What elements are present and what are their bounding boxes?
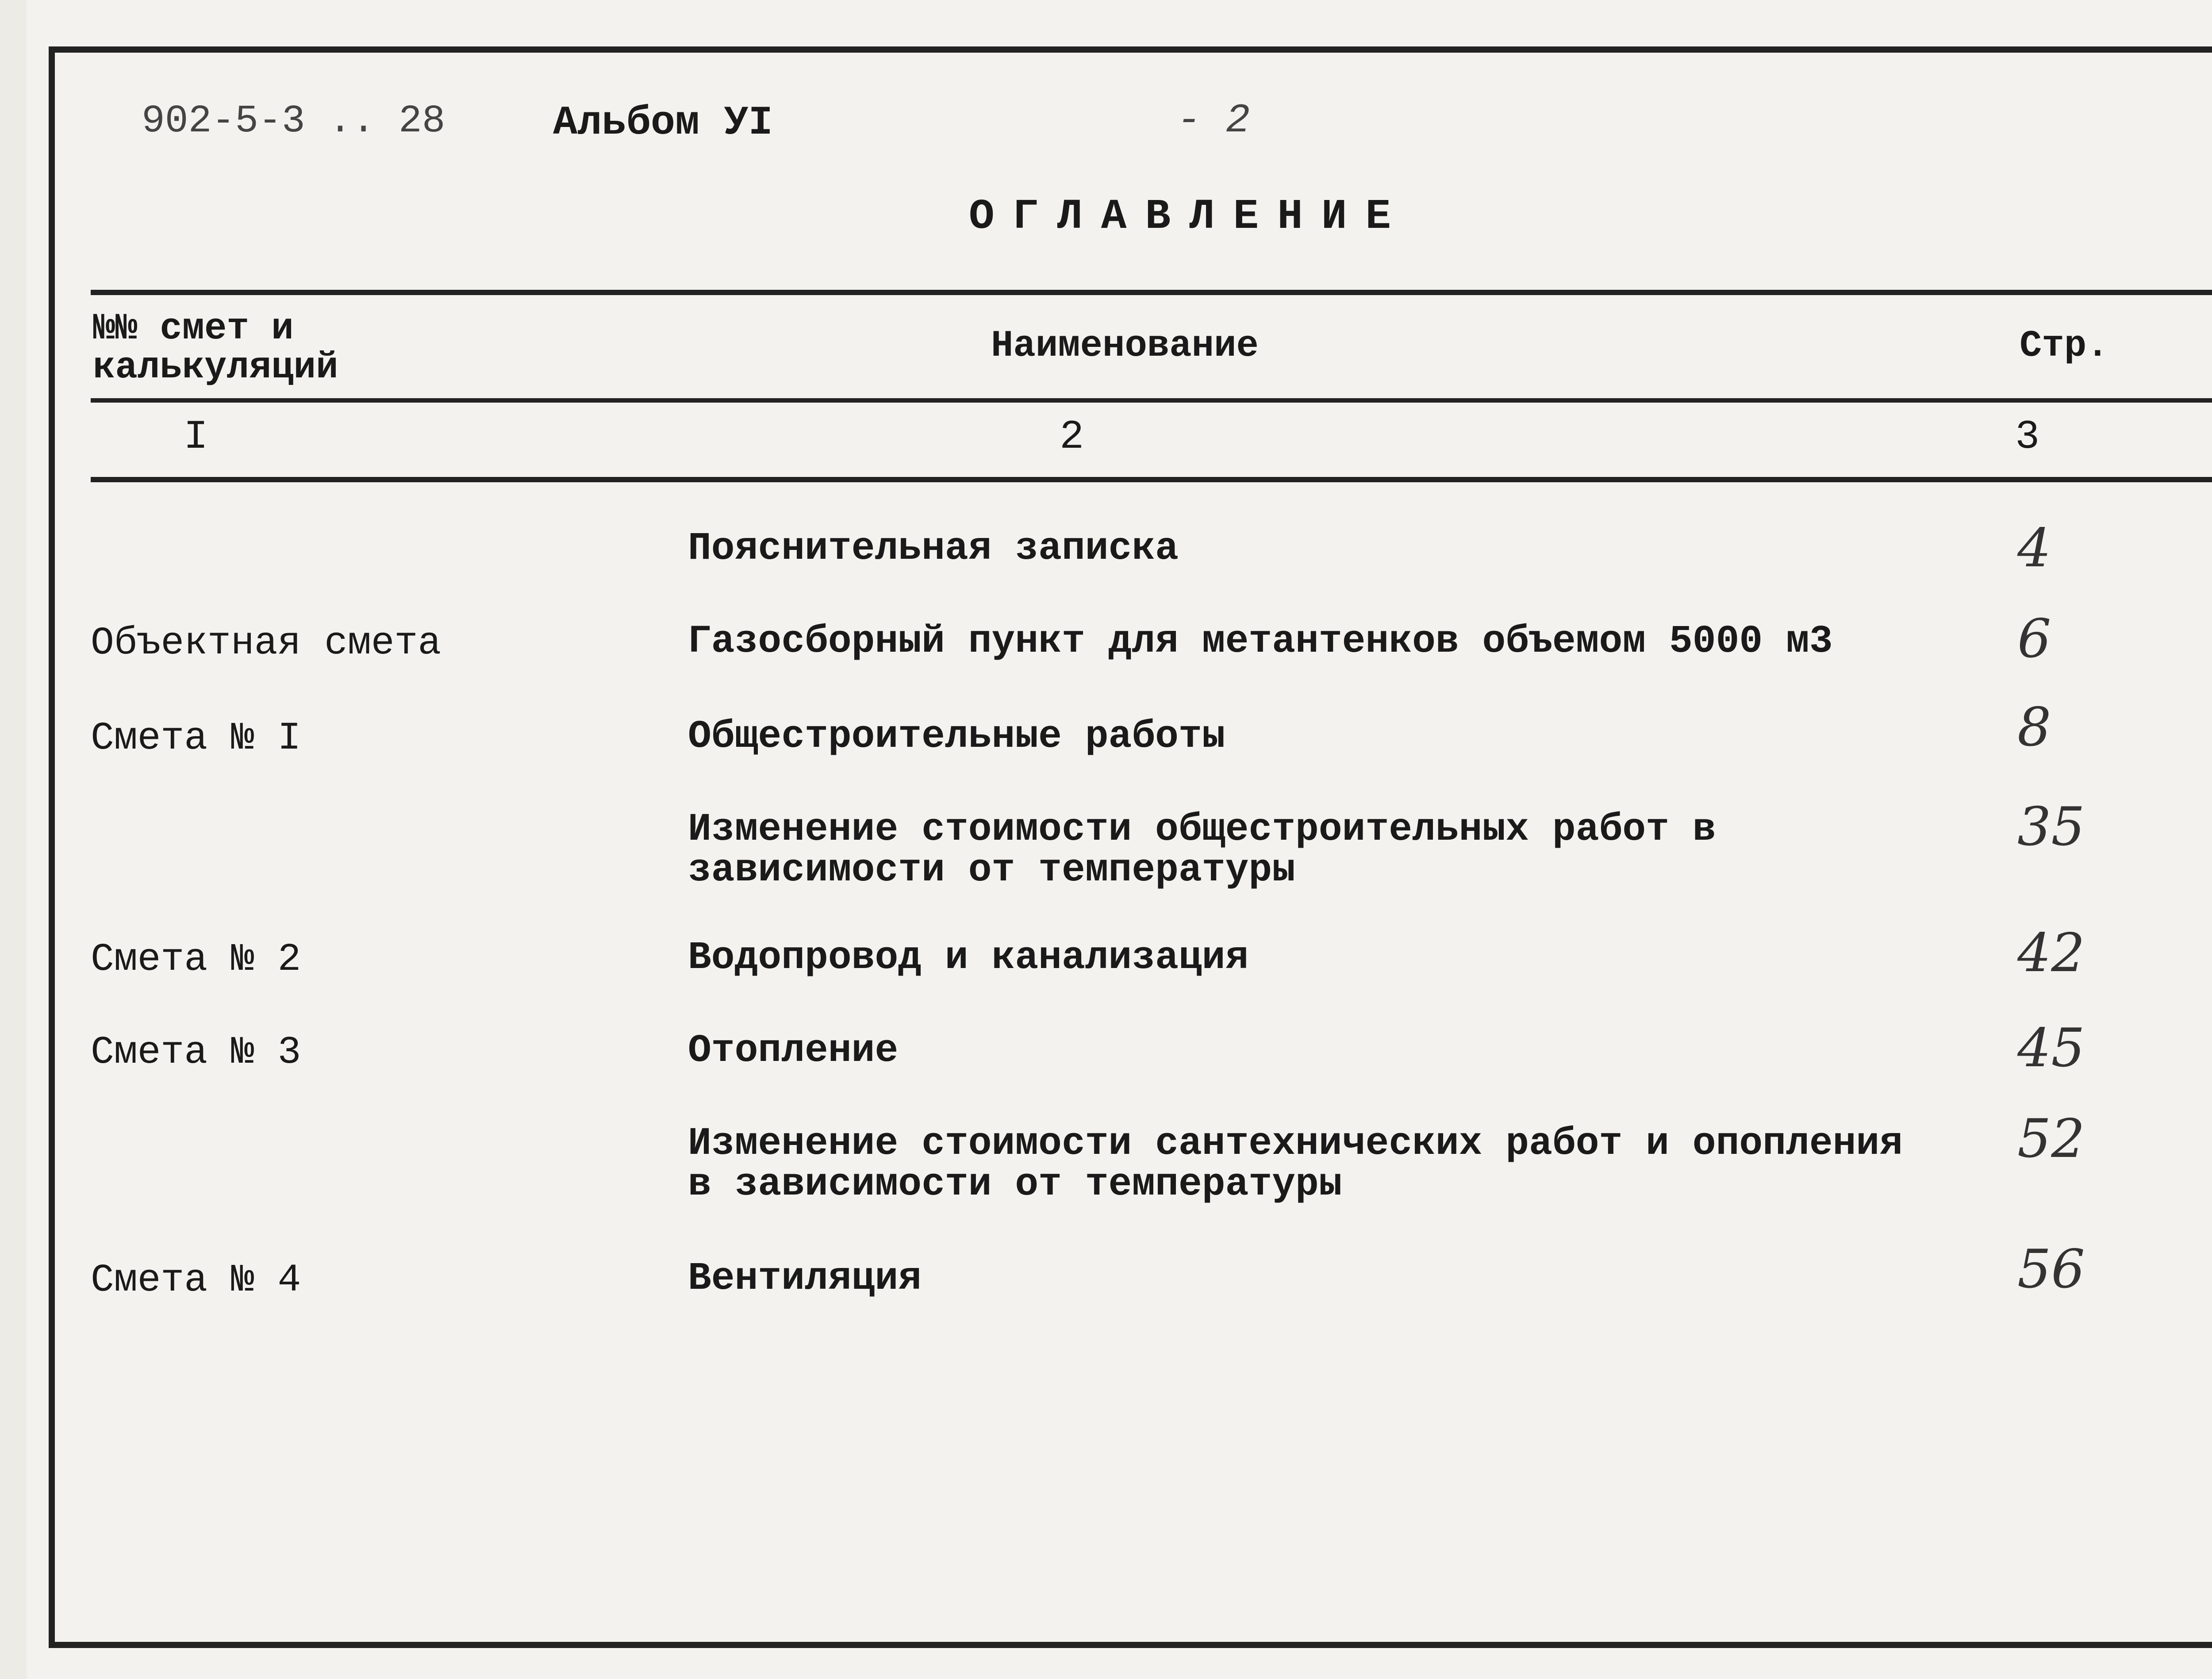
column-header-page: Стр. (2020, 325, 2109, 367)
row-ref: Смета № 3 (91, 1031, 301, 1075)
row-name: Пояснительная записка (688, 527, 1179, 571)
column-numbers-rule (91, 477, 2212, 482)
scan-edge (0, 0, 27, 1679)
row-name: Газосборный пункт для метантенков объемом 5000 м3 (688, 620, 1833, 664)
row-page: 35 (2017, 796, 2085, 858)
row-ref: Смета № 2 (91, 938, 301, 982)
document-code: 902-5-3 .. 28 (142, 100, 445, 143)
row-name: Водопровод и канализация (688, 936, 1249, 980)
row-name: Общестроительные работы (688, 715, 1225, 759)
row-name: Вентиляция (688, 1257, 922, 1301)
row-ref: Объектная смета (91, 622, 442, 665)
row-page: 45 (2017, 1018, 2085, 1079)
row-ref: Смета № 4 (91, 1259, 301, 1302)
page-title: ОГЛАВЛЕНИЕ (969, 192, 1410, 241)
column-header-ref: №№ смет и калькуляций (93, 308, 338, 389)
row-page: 56 (2017, 1239, 2085, 1300)
row-page: 42 (2017, 922, 2085, 984)
column-header-name: Наименование (991, 325, 1259, 367)
row-page: 8 (2017, 697, 2051, 758)
row-ref: Смета № I (91, 717, 301, 761)
header-divider-rule (91, 398, 2212, 403)
row-name: Изменение стоимости общестроительных работ в зависимости от температуры (688, 808, 1716, 892)
row-page: 52 (2017, 1108, 2085, 1170)
row-name: Изменение стоимости сантехнических работ и опопления в зависимости от температуры (688, 1122, 1903, 1206)
column-number-1: I (184, 414, 208, 460)
row-name: Отопление (688, 1029, 899, 1073)
column-number-2: 2 (1060, 414, 1084, 460)
column-number-3: 3 (2015, 414, 2040, 460)
page-number: - 2 (1177, 97, 1250, 144)
row-page: 6 (2017, 608, 2051, 670)
table-top-rule (91, 290, 2212, 295)
row-page: 4 (2017, 518, 2051, 579)
album-label: Альбом УI (553, 100, 773, 146)
